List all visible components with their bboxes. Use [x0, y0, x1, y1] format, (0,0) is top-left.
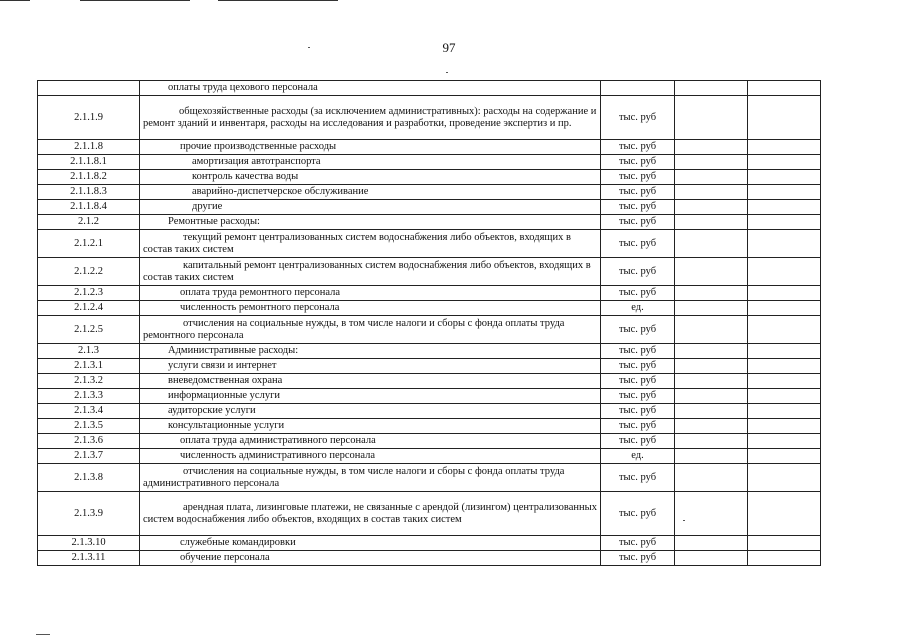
- table-row: [38, 359, 821, 374]
- value-cell: [748, 492, 821, 536]
- item-name: амортизация автотранспорта: [140, 155, 601, 170]
- table-row: [38, 464, 821, 492]
- item-unit: тыс. руб: [601, 536, 675, 551]
- item-unit: тыс. руб: [601, 140, 675, 155]
- item-code: 2.1.1.8.1: [38, 155, 140, 170]
- item-code: 2.1.3.10: [38, 536, 140, 551]
- item-code: 2.1.3.3: [38, 389, 140, 404]
- value-cell: [748, 301, 821, 316]
- value-cell: [675, 185, 748, 200]
- item-name: отчисления на социальные нужды, в том числе налоги и сборы с фонда оплаты труда ремонтного персонала: [140, 316, 601, 344]
- table-row: [38, 140, 821, 155]
- table-row: [38, 200, 821, 215]
- value-cell: [675, 419, 748, 434]
- item-code: [38, 81, 140, 96]
- value-cell: [675, 215, 748, 230]
- table-row: [38, 215, 821, 230]
- item-code: 2.1.1.8.4: [38, 200, 140, 215]
- table-row: [38, 419, 821, 434]
- table-row: [38, 374, 821, 389]
- scan-edge-line: [80, 0, 190, 1]
- value-cell: [748, 81, 821, 96]
- item-code: 2.1.1.8: [38, 140, 140, 155]
- value-cell: [748, 200, 821, 215]
- item-code: 2.1.2.4: [38, 301, 140, 316]
- value-cell: [748, 551, 821, 566]
- table-row: [38, 230, 821, 258]
- value-cell: [748, 96, 821, 140]
- scan-speck: [446, 72, 448, 73]
- item-name: численность административного персонала: [140, 449, 601, 464]
- value-cell: [748, 155, 821, 170]
- value-cell: [675, 155, 748, 170]
- value-cell: [675, 359, 748, 374]
- value-cell: [748, 464, 821, 492]
- item-code: 2.1.3.2: [38, 374, 140, 389]
- value-cell: [748, 449, 821, 464]
- table-row: [38, 286, 821, 301]
- item-unit: тыс. руб: [601, 316, 675, 344]
- item-name: прочие производственные расходы: [140, 140, 601, 155]
- value-cell: [675, 536, 748, 551]
- scan-speck: [36, 634, 50, 635]
- table-row: [38, 404, 821, 419]
- value-cell: [748, 230, 821, 258]
- item-unit: тыс. руб: [601, 96, 675, 140]
- value-cell: [675, 170, 748, 185]
- value-cell: [748, 215, 821, 230]
- item-unit: тыс. руб: [601, 200, 675, 215]
- value-cell: [748, 536, 821, 551]
- item-unit: тыс. руб: [601, 419, 675, 434]
- item-code: 2.1.2.5: [38, 316, 140, 344]
- value-cell: [675, 230, 748, 258]
- item-name: обучение персонала: [140, 551, 601, 566]
- table-row: [38, 258, 821, 286]
- scan-edge-line: [218, 0, 338, 1]
- item-name: информационные услуги: [140, 389, 601, 404]
- value-cell: [675, 316, 748, 344]
- item-name: другие: [140, 200, 601, 215]
- item-name: консультационные услуги: [140, 419, 601, 434]
- item-unit: тыс. руб: [601, 230, 675, 258]
- item-code: 2.1.2.1: [38, 230, 140, 258]
- table-row: [38, 170, 821, 185]
- value-cell: [675, 551, 748, 566]
- value-cell: [748, 434, 821, 449]
- page-number: 97: [442, 40, 456, 55]
- item-unit: тыс. руб: [601, 155, 675, 170]
- value-cell: [675, 374, 748, 389]
- value-cell: [748, 140, 821, 155]
- table-row: [38, 185, 821, 200]
- item-unit: тыс. руб: [601, 286, 675, 301]
- item-code: 2.1.3.1: [38, 359, 140, 374]
- item-name: Административные расходы:: [140, 344, 601, 359]
- item-name: аварийно-диспетчерское обслуживание: [140, 185, 601, 200]
- item-unit: тыс. руб: [601, 170, 675, 185]
- value-cell: [675, 96, 748, 140]
- item-unit: тыс. руб: [601, 404, 675, 419]
- item-code: 2.1.1.8.2: [38, 170, 140, 185]
- value-cell: [748, 419, 821, 434]
- table-row: [38, 301, 821, 316]
- value-cell: [675, 492, 748, 536]
- value-cell: [748, 344, 821, 359]
- item-unit: тыс. руб: [601, 185, 675, 200]
- item-name: аудиторские услуги: [140, 404, 601, 419]
- table-row: [38, 492, 821, 536]
- item-code: 2.1.2.2: [38, 258, 140, 286]
- table-row: [38, 155, 821, 170]
- item-code: 2.1.1.8.3: [38, 185, 140, 200]
- item-code: 2.1.2: [38, 215, 140, 230]
- item-unit: тыс. руб: [601, 374, 675, 389]
- item-name: отчисления на социальные нужды, в том числе налоги и сборы с фонда оплаты труда административного персонала: [140, 464, 601, 492]
- scan-edge-line: [0, 0, 30, 1]
- value-cell: [675, 286, 748, 301]
- item-code: 2.1.3: [38, 344, 140, 359]
- value-cell: [748, 389, 821, 404]
- value-cell: [675, 258, 748, 286]
- value-cell: [675, 140, 748, 155]
- value-cell: [748, 170, 821, 185]
- table-row: [38, 96, 821, 140]
- value-cell: [748, 359, 821, 374]
- item-name: капитальный ремонт централизованных систем водоснабжения либо объектов, входящих в состав таких систем: [140, 258, 601, 286]
- value-cell: [675, 434, 748, 449]
- table-row: [38, 344, 821, 359]
- item-unit: тыс. руб: [601, 464, 675, 492]
- item-name: вневедомственная охрана: [140, 374, 601, 389]
- value-cell: [748, 404, 821, 419]
- item-code: 2.1.3.4: [38, 404, 140, 419]
- item-code: 2.1.3.6: [38, 434, 140, 449]
- item-unit: тыс. руб: [601, 492, 675, 536]
- scan-speck: [308, 47, 310, 48]
- value-cell: [675, 81, 748, 96]
- table-body: [38, 81, 821, 566]
- value-cell: [675, 449, 748, 464]
- item-name: Ремонтные расходы:: [140, 215, 601, 230]
- item-unit: [601, 81, 675, 96]
- table-row: [38, 434, 821, 449]
- item-code: 2.1.3.8: [38, 464, 140, 492]
- table-row: [38, 551, 821, 566]
- item-unit: тыс. руб: [601, 389, 675, 404]
- item-unit: тыс. руб: [601, 344, 675, 359]
- item-code: 2.1.3.5: [38, 419, 140, 434]
- value-cell: [748, 185, 821, 200]
- item-code: 2.1.3.11: [38, 551, 140, 566]
- item-code: 2.1.2.3: [38, 286, 140, 301]
- value-cell: [675, 301, 748, 316]
- value-cell: [675, 200, 748, 215]
- item-name: численность ремонтного персонала: [140, 301, 601, 316]
- item-unit: тыс. руб: [601, 258, 675, 286]
- item-name: оплата труда административного персонала: [140, 434, 601, 449]
- item-code: 2.1.3.7: [38, 449, 140, 464]
- item-name: контроль качества воды: [140, 170, 601, 185]
- item-code: 2.1.3.9: [38, 492, 140, 536]
- item-unit: тыс. руб: [601, 359, 675, 374]
- item-name: оплата труда ремонтного персонала: [140, 286, 601, 301]
- item-unit: ед.: [601, 301, 675, 316]
- table-row: [38, 536, 821, 551]
- item-name: служебные командировки: [140, 536, 601, 551]
- table-row: [38, 316, 821, 344]
- value-cell: [748, 374, 821, 389]
- item-unit: тыс. руб: [601, 215, 675, 230]
- item-name: текущий ремонт централизованных систем водоснабжения либо объектов, входящих в состав таких систем: [140, 230, 601, 258]
- item-name: общехозяйственные расходы (за исключением административных): расходы на содержание и ремонт зданий и инвентаря, расходы на исследования и разработки, проведение экспертиз и пр.: [140, 96, 601, 140]
- item-unit: тыс. руб: [601, 434, 675, 449]
- value-cell: [748, 258, 821, 286]
- value-cell: [675, 404, 748, 419]
- item-name: оплаты труда цехового персонала: [140, 81, 601, 96]
- item-unit: тыс. руб: [601, 551, 675, 566]
- value-cell: [675, 344, 748, 359]
- item-code: 2.1.1.9: [38, 96, 140, 140]
- item-unit: ед.: [601, 449, 675, 464]
- table-row: [38, 449, 821, 464]
- table-row: [38, 389, 821, 404]
- value-cell: [748, 316, 821, 344]
- item-name: услуги связи и интернет: [140, 359, 601, 374]
- item-name: арендная плата, лизинговые платежи, не связанные с арендой (лизингом) централизованных систем водоснабжения либо объектов, входящих в состав таких систем: [140, 492, 601, 536]
- value-cell: [675, 389, 748, 404]
- table-row: [38, 81, 821, 96]
- cost-items-table: [37, 80, 821, 566]
- value-cell: [675, 464, 748, 492]
- value-cell: [748, 286, 821, 301]
